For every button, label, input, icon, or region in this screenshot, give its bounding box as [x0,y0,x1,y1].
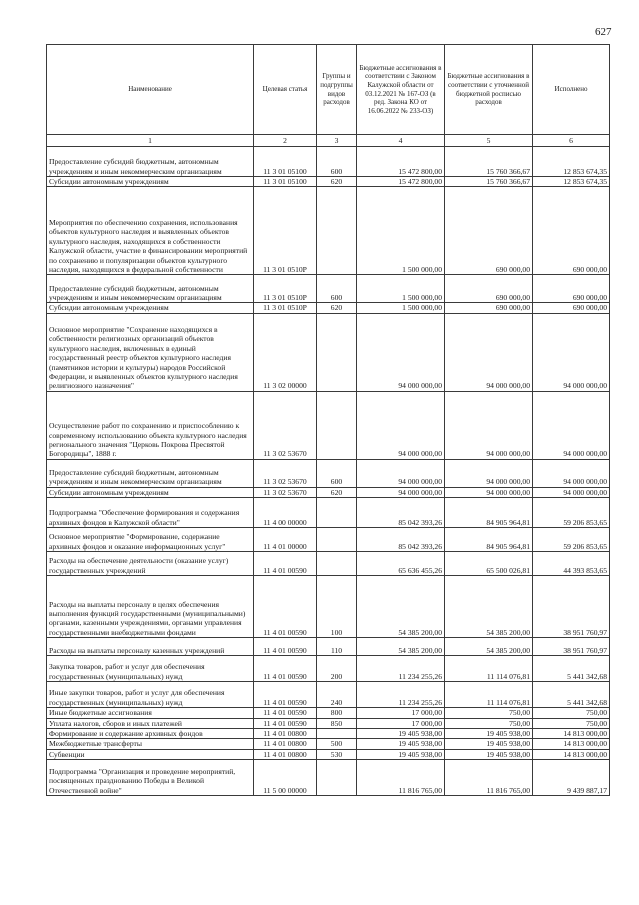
row-name: Иные бюджетные ассигнования [47,708,254,718]
row-name: Предоставление субсидий бюджетным, автономным учреждениям и иным некоммерческим организациям [47,147,254,177]
row-refined: 54 385 200,00 [445,638,533,656]
column-number-row [47,135,610,147]
row-name: Подпрограмма "Организация и проведение мероприятий, посвященных празднованию Победы в Великой Отечественной войне" [47,760,254,796]
row-target: 11 4 01 00800 [254,729,317,739]
row-target: 11 5 00 00000 [254,760,317,796]
row-name: Закупка товаров, работ и услуг для обеспечения государственных (муниципальных) нужд [47,656,254,682]
row-name: Иные закупки товаров, работ и услуг для обеспечения государственных (муниципальных) нужд [47,682,254,708]
row-name: Межбюджетные трансферты [47,739,254,749]
row-law: 1 500 000,00 [357,275,445,303]
row-refined: 94 000 000,00 [445,487,533,497]
row-group [317,729,357,739]
table-row [47,729,610,739]
row-target: 11 3 02 53670 [254,391,317,459]
row-refined: 750,00 [445,718,533,728]
row-refined: 94 000 000,00 [445,459,533,487]
row-executed: 12 853 674,35 [533,147,610,177]
row-law: 15 472 800,00 [357,177,445,187]
row-group [317,187,357,275]
row-target: 11 4 01 00590 [254,708,317,718]
table-row [47,576,610,638]
row-executed: 94 000 000,00 [533,391,610,459]
row-name: Основное мероприятие "Формирование, содержание архивных фондов и оказание информационных услуг" [47,528,254,552]
row-name: Субсидии автономным учреждениям [47,487,254,497]
row-law: 85 042 393,26 [357,528,445,552]
row-target: 11 4 01 00000 [254,528,317,552]
row-target: 11 4 01 00800 [254,749,317,759]
row-target: 11 4 00 00000 [254,498,317,528]
row-name: Расходы на выплаты персоналу в целях обеспечения выполнения функций государственными (муниципальными) органами, казенными учреждениями, органами управления государственными внебюджетными фондами [47,576,254,638]
row-executed: 38 951 760,97 [533,576,610,638]
row-target: 11 3 01 0510P [254,303,317,313]
row-target: 11 3 01 05100 [254,177,317,187]
row-refined: 94 000 000,00 [445,313,533,391]
page-number: 627 [595,26,612,38]
header-groups: Группы и подгруппы видов расходов [317,45,357,135]
row-refined: 84 905 964,81 [445,528,533,552]
row-law: 94 000 000,00 [357,459,445,487]
row-group: 240 [317,682,357,708]
table-row [47,303,610,313]
table-row [47,187,610,275]
row-group: 500 [317,739,357,749]
row-refined: 690 000,00 [445,187,533,275]
row-target: 11 3 01 05100 [254,147,317,177]
row-executed: 690 000,00 [533,275,610,303]
table-row [47,147,610,177]
row-refined: 15 760 366,67 [445,147,533,177]
row-target: 11 4 01 00800 [254,739,317,749]
row-executed: 14 813 000,00 [533,749,610,759]
table-row [47,459,610,487]
header-target: Целевая статья [254,45,317,135]
row-law: 15 472 800,00 [357,147,445,177]
column-number: 5 [445,135,533,147]
column-number: 2 [254,135,317,147]
row-law: 19 405 938,00 [357,729,445,739]
row-refined: 11 114 076,81 [445,682,533,708]
row-law: 1 500 000,00 [357,303,445,313]
row-name: Предоставление субсидий бюджетным, автономным учреждениям и иным некоммерческим организациям [47,459,254,487]
row-executed: 690 000,00 [533,303,610,313]
table-row [47,552,610,576]
row-group: 620 [317,177,357,187]
row-target: 11 3 01 0510P [254,275,317,303]
row-refined: 690 000,00 [445,275,533,303]
row-name: Формирование и содержание архивных фондов [47,729,254,739]
column-number: 1 [47,135,254,147]
row-law: 94 000 000,00 [357,313,445,391]
header-name: Наименование [47,45,254,135]
row-name: Уплата налогов, сборов и иных платежей [47,718,254,728]
row-target: 11 4 01 00590 [254,682,317,708]
row-name: Подпрограмма "Обеспечение формирования и содержания архивных фондов в Калужской области" [47,498,254,528]
row-group: 600 [317,275,357,303]
row-group: 600 [317,459,357,487]
row-executed: 5 441 342,68 [533,656,610,682]
header-law: Бюджетные ассигнования в соответствии с Законом Калужской области от 03.12.2021 № 167-ОЗ (в ред. Закона КО от 16.06.2022 № 233-ОЗ) [357,45,445,135]
row-name: Осуществление работ по сохранению и приспособлению к современному использованию объекта культурного наследия регионального значения "Церковь Покрова Пресвятой Богородицы", 1888 г. [47,391,254,459]
row-refined: 15 760 366,67 [445,177,533,187]
row-refined: 11 816 765,00 [445,760,533,796]
table-row [47,313,610,391]
header-refined: Бюджетные ассигнования в соответствии с уточненной бюджетной росписью расходов [445,45,533,135]
table-row [47,749,610,759]
row-group: 530 [317,749,357,759]
row-group: 620 [317,487,357,497]
table-row [47,275,610,303]
row-target: 11 3 02 00000 [254,313,317,391]
row-executed: 94 000 000,00 [533,313,610,391]
row-executed: 38 951 760,97 [533,638,610,656]
table-row [47,177,610,187]
row-refined: 19 405 938,00 [445,729,533,739]
row-target: 11 3 02 53670 [254,459,317,487]
row-group [317,760,357,796]
column-number: 6 [533,135,610,147]
row-target: 11 3 02 53670 [254,487,317,497]
column-number: 3 [317,135,357,147]
row-executed: 94 000 000,00 [533,487,610,497]
row-target: 11 4 01 00590 [254,576,317,638]
row-target: 11 4 01 00590 [254,656,317,682]
table-row [47,487,610,497]
row-target: 11 4 01 00590 [254,638,317,656]
row-law: 94 000 000,00 [357,487,445,497]
table-row [47,656,610,682]
row-group: 800 [317,708,357,718]
row-executed: 14 813 000,00 [533,739,610,749]
row-refined: 19 405 938,00 [445,739,533,749]
row-refined: 19 405 938,00 [445,749,533,759]
row-executed: 44 393 853,65 [533,552,610,576]
row-law: 65 636 455,26 [357,552,445,576]
table-row [47,528,610,552]
column-number: 4 [357,135,445,147]
row-executed: 9 439 887,17 [533,760,610,796]
row-refined: 84 905 964,81 [445,498,533,528]
row-executed: 14 813 000,00 [533,729,610,739]
row-group: 850 [317,718,357,728]
row-group [317,391,357,459]
row-law: 54 385 200,00 [357,638,445,656]
row-group [317,552,357,576]
row-group [317,313,357,391]
header-row [47,45,610,135]
row-name: Расходы на выплаты персоналу казенных учреждений [47,638,254,656]
table-row [47,638,610,656]
row-group [317,528,357,552]
table-row [47,708,610,718]
row-executed: 12 853 674,35 [533,177,610,187]
row-law: 94 000 000,00 [357,391,445,459]
header-executed: Исполнено [533,45,610,135]
row-law: 85 042 393,26 [357,498,445,528]
row-refined: 54 385 200,00 [445,576,533,638]
row-refined: 690 000,00 [445,303,533,313]
table-row [47,718,610,728]
row-law: 17 000,00 [357,718,445,728]
row-refined: 11 114 076,81 [445,656,533,682]
row-group: 110 [317,638,357,656]
row-law: 11 234 255,26 [357,656,445,682]
row-law: 19 405 938,00 [357,739,445,749]
table-row [47,682,610,708]
table-row [47,760,610,796]
row-name: Мероприятия по обеспечению сохранения, использования объектов культурного наследия и выявленных объектов культурного наследия, находящихся в собственности Калужской области, участие в финансировании мероприятий по сохранению и популяризации объектов культурного наследия, находящихся в федеральной собственности [47,187,254,275]
row-executed: 750,00 [533,718,610,728]
row-group: 200 [317,656,357,682]
row-name: Субвенции [47,749,254,759]
row-law: 19 405 938,00 [357,749,445,759]
row-executed: 690 000,00 [533,187,610,275]
row-executed: 59 206 853,65 [533,498,610,528]
row-group: 100 [317,576,357,638]
row-law: 54 385 200,00 [357,576,445,638]
row-name: Предоставление субсидий бюджетным, автономным учреждениям и иным некоммерческим организациям [47,275,254,303]
row-refined: 65 500 026,81 [445,552,533,576]
row-law: 11 234 255,26 [357,682,445,708]
row-target: 11 3 01 0510P [254,187,317,275]
row-executed: 94 000 000,00 [533,459,610,487]
row-name: Основное мероприятие "Сохранение находящихся в собственности религиозных организаций объектов культурного наследия, включенных в единый государственный реестр объектов культурного наследия (памятников истории и культуры) народов Российской Федерации, и выявленных объектов культурного наследия религиозного назначения" [47,313,254,391]
row-target: 11 4 01 00590 [254,718,317,728]
row-refined: 94 000 000,00 [445,391,533,459]
row-law: 17 000,00 [357,708,445,718]
row-name: Расходы на обеспечение деятельности (оказание услуг) государственных учреждений [47,552,254,576]
row-group: 600 [317,147,357,177]
row-executed: 5 441 342,68 [533,682,610,708]
row-law: 11 816 765,00 [357,760,445,796]
row-target: 11 4 01 00590 [254,552,317,576]
row-executed: 59 206 853,65 [533,528,610,552]
row-law: 1 500 000,00 [357,187,445,275]
row-name: Субсидии автономным учреждениям [47,303,254,313]
budget-table [46,44,610,796]
row-group [317,498,357,528]
row-refined: 750,00 [445,708,533,718]
table-row [47,391,610,459]
row-executed: 750,00 [533,708,610,718]
table-row [47,739,610,749]
table-row [47,498,610,528]
row-group: 620 [317,303,357,313]
row-name: Субсидии автономным учреждениям [47,177,254,187]
